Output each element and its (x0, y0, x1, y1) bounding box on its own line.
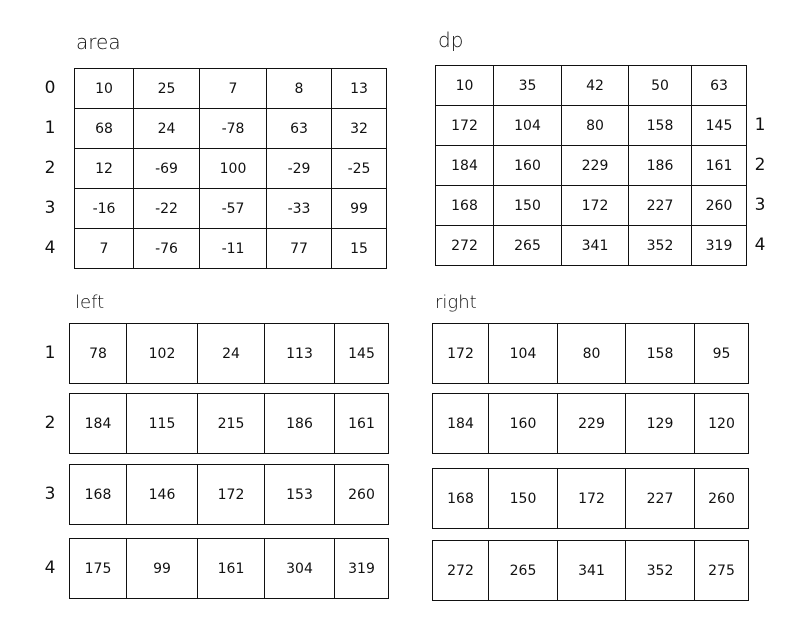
table-cell: 161 (335, 394, 389, 454)
table-cell: 113 (265, 324, 335, 384)
table-cell: 272 (436, 226, 494, 266)
table-cell: 42 (562, 66, 629, 106)
table-cell: 99 (332, 189, 387, 229)
table-cell: 175 (70, 539, 127, 599)
table-cell: 15 (332, 229, 387, 269)
left-row-label: 4 (44, 558, 56, 578)
table-row (75, 69, 387, 109)
left-table-row-2 (69, 393, 389, 454)
table-cell: 99 (127, 539, 198, 599)
table-cell: 172 (558, 469, 626, 529)
table-cell: 184 (433, 394, 489, 454)
table-cell: 24 (198, 324, 265, 384)
table-cell: 229 (562, 146, 629, 186)
table-cell: 227 (626, 469, 695, 529)
left-table-row-1 (69, 323, 389, 384)
table-cell: 150 (489, 469, 558, 529)
table-row (433, 394, 749, 454)
table-cell: -29 (267, 149, 332, 189)
table-cell: 68 (75, 109, 134, 149)
table-cell: 341 (562, 226, 629, 266)
table-cell: -25 (332, 149, 387, 189)
table-row (436, 146, 747, 186)
table-cell: 145 (692, 106, 747, 146)
table-cell: 172 (562, 186, 629, 226)
table-cell: 129 (626, 394, 695, 454)
table-cell: -16 (75, 189, 134, 229)
table-cell: 272 (433, 541, 489, 601)
table-cell: 153 (265, 465, 335, 525)
right-table-row-4 (432, 540, 749, 601)
table-cell: 158 (629, 106, 692, 146)
table-cell: -11 (200, 229, 267, 269)
area-table (74, 68, 387, 269)
table-cell: 160 (494, 146, 562, 186)
table-row (75, 149, 387, 189)
table-row (75, 109, 387, 149)
table-cell: 10 (75, 69, 134, 109)
table-cell: 319 (692, 226, 747, 266)
table-cell: 115 (127, 394, 198, 454)
table-cell: 275 (695, 541, 749, 601)
right-table-row-2 (432, 393, 749, 454)
table-cell: 265 (494, 226, 562, 266)
table-cell: 168 (433, 469, 489, 529)
table-cell: 186 (265, 394, 335, 454)
table-cell: 172 (198, 465, 265, 525)
table-cell: -57 (200, 189, 267, 229)
table-cell: 341 (558, 541, 626, 601)
table-cell: 184 (436, 146, 494, 186)
area-title: area (76, 30, 121, 54)
table-cell: 95 (695, 324, 749, 384)
table-cell: 145 (335, 324, 389, 384)
table-row (433, 541, 749, 601)
area-row-label: 1 (44, 118, 56, 138)
table-cell: -78 (200, 109, 267, 149)
table-cell: 186 (629, 146, 692, 186)
left-table-row-4 (69, 538, 389, 599)
dp-title: dp (438, 28, 464, 52)
table-cell: 168 (436, 186, 494, 226)
table-cell: 80 (558, 324, 626, 384)
table-cell: 227 (629, 186, 692, 226)
table-cell: 8 (267, 69, 332, 109)
table-cell: 80 (562, 106, 629, 146)
area-row-label: 2 (44, 158, 56, 178)
table-cell: 304 (265, 539, 335, 599)
table-row (436, 226, 747, 266)
table-cell: 12 (75, 149, 134, 189)
area-row-label: 4 (44, 238, 56, 258)
table-cell: 215 (198, 394, 265, 454)
table-cell: 172 (433, 324, 489, 384)
table-cell: 63 (267, 109, 332, 149)
left-table-row-3 (69, 464, 389, 525)
right-table-row-3 (432, 468, 749, 529)
table-row (433, 324, 749, 384)
table-cell: 25 (134, 69, 200, 109)
table-cell: 158 (626, 324, 695, 384)
dp-row-label: 1 (754, 115, 766, 135)
table-cell: 63 (692, 66, 747, 106)
table-cell: 120 (695, 394, 749, 454)
table-cell: 352 (626, 541, 695, 601)
table-cell: 319 (335, 539, 389, 599)
table-cell: 161 (198, 539, 265, 599)
table-row (70, 465, 389, 525)
table-cell: 260 (695, 469, 749, 529)
left-row-label: 1 (44, 343, 56, 363)
table-cell: 260 (335, 465, 389, 525)
table-row (433, 469, 749, 529)
area-row-label: 3 (44, 198, 56, 218)
table-cell: 35 (494, 66, 562, 106)
table-cell: 13 (332, 69, 387, 109)
table-cell: 265 (489, 541, 558, 601)
table-row (75, 229, 387, 269)
table-cell: -33 (267, 189, 332, 229)
table-cell: 160 (489, 394, 558, 454)
table-cell: 100 (200, 149, 267, 189)
dp-row-label: 2 (754, 155, 766, 175)
table-row (70, 539, 389, 599)
table-cell: 102 (127, 324, 198, 384)
table-cell: -76 (134, 229, 200, 269)
table-cell: 104 (494, 106, 562, 146)
table-row (75, 189, 387, 229)
table-cell: 7 (200, 69, 267, 109)
table-cell: 172 (436, 106, 494, 146)
table-cell: 168 (70, 465, 127, 525)
left-row-label: 3 (44, 484, 56, 504)
table-row (70, 394, 389, 454)
table-cell: 77 (267, 229, 332, 269)
table-row (70, 324, 389, 384)
table-cell: -69 (134, 149, 200, 189)
table-row (436, 186, 747, 226)
dp-row-label: 3 (754, 195, 766, 215)
table-cell: 32 (332, 109, 387, 149)
table-cell: 352 (629, 226, 692, 266)
table-cell: -22 (134, 189, 200, 229)
table-cell: 7 (75, 229, 134, 269)
table-cell: 260 (692, 186, 747, 226)
table-row (436, 66, 747, 106)
right-title: right (435, 292, 477, 313)
table-cell: 78 (70, 324, 127, 384)
left-title: left (75, 292, 105, 313)
table-cell: 50 (629, 66, 692, 106)
right-table-row-1 (432, 323, 749, 384)
table-cell: 10 (436, 66, 494, 106)
table-cell: 161 (692, 146, 747, 186)
area-row-label: 0 (44, 78, 56, 98)
table-cell: 146 (127, 465, 198, 525)
table-row (436, 106, 747, 146)
left-row-label: 2 (44, 413, 56, 433)
table-cell: 184 (70, 394, 127, 454)
table-cell: 150 (494, 186, 562, 226)
table-cell: 104 (489, 324, 558, 384)
dp-row-label: 4 (754, 235, 766, 255)
table-cell: 229 (558, 394, 626, 454)
dp-table (435, 65, 747, 266)
table-cell: 24 (134, 109, 200, 149)
